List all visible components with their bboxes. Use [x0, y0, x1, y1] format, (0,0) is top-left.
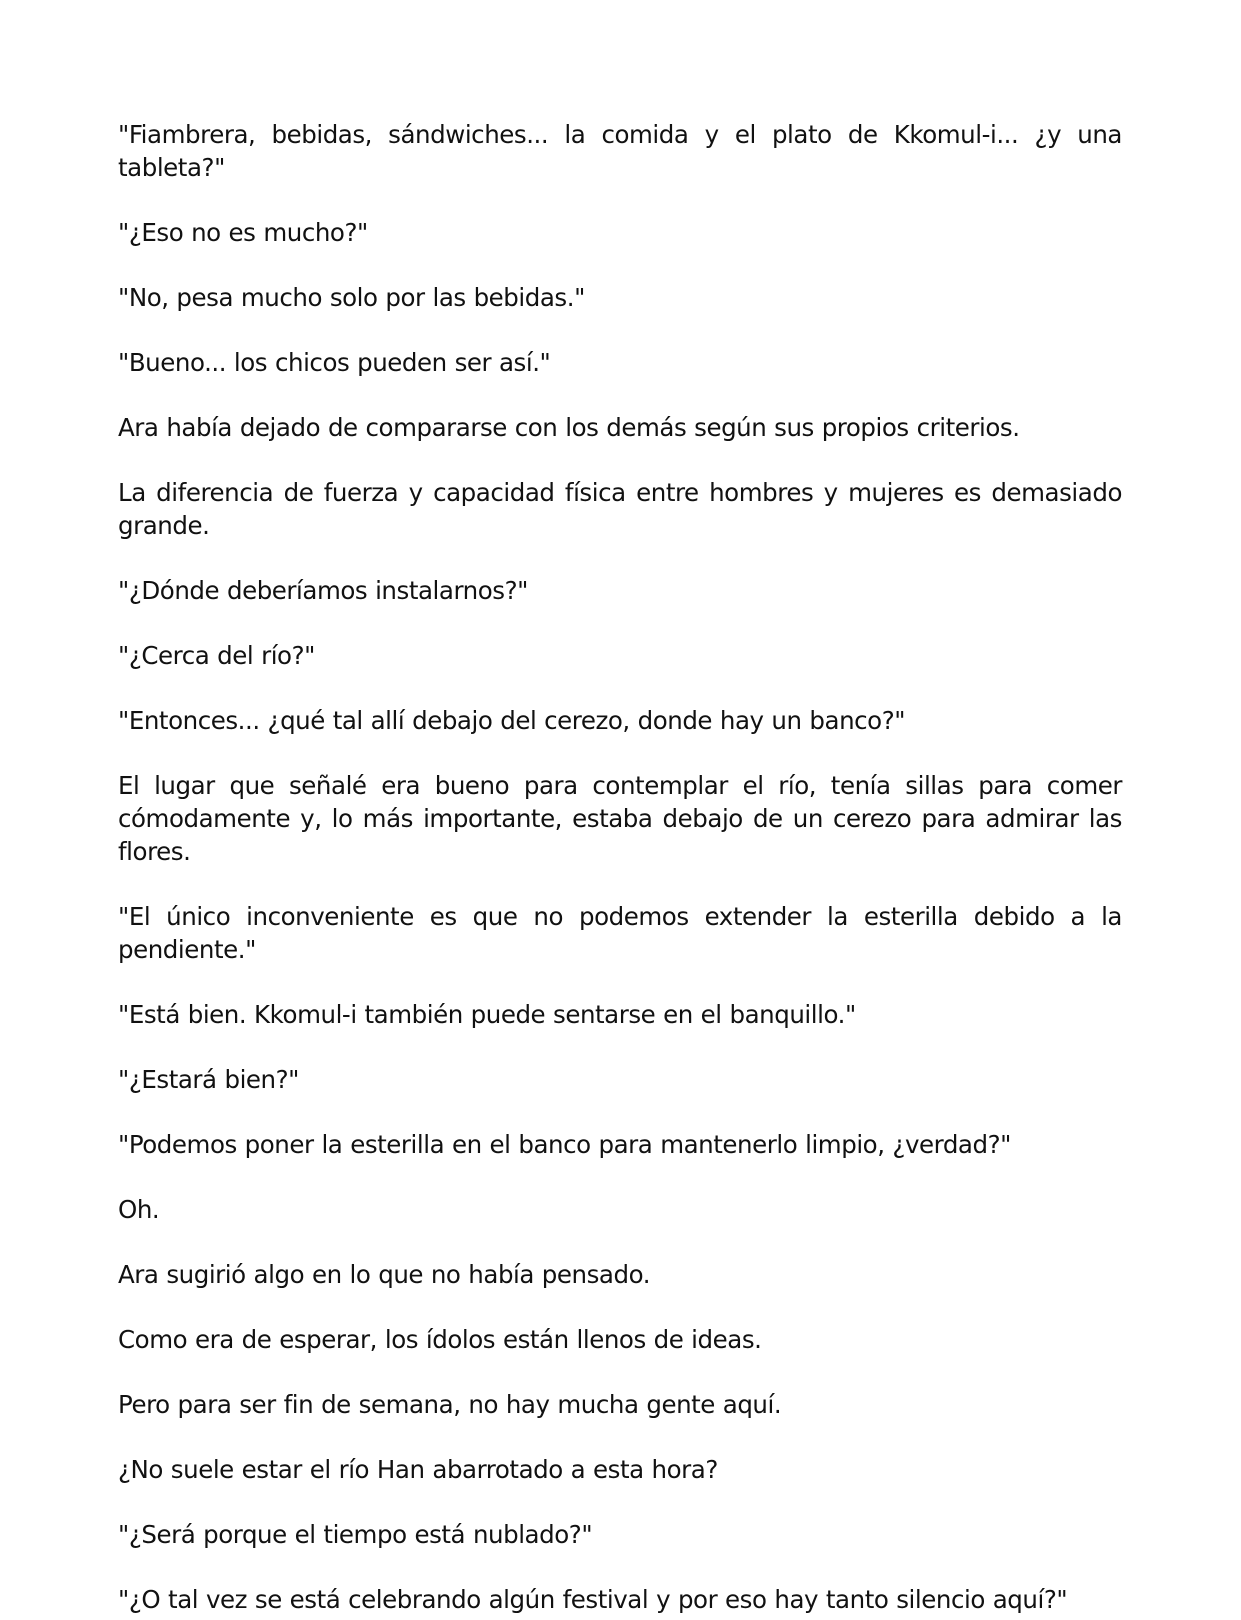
paragraph-18: Pero para ser fin de semana, no hay mucha gente aquí. [118, 1390, 782, 1419]
document-body [118, 118, 1122, 1616]
paragraph-10: El lugar que señalé era bueno para contemplar el río, tenía sillas para comer cómodamente y, lo más importante, estaba debajo de un cerezo para admirar las flores. [118, 771, 1122, 866]
paragraph-5: Ara había dejado de compararse con los demás según sus propios criterios. [118, 413, 1020, 442]
paragraph-14: "Podemos poner la esterilla en el banco para mantenerlo limpio, ¿verdad?" [118, 1130, 1011, 1159]
paragraph-1: "Fiambrera, bebidas, sándwiches... la comida y el plato de Kkomul-i... ¿y una tableta?" [118, 120, 1122, 182]
paragraph-2: "¿Eso no es mucho?" [118, 218, 368, 247]
paragraph-3: "No, pesa mucho solo por las bebidas." [118, 283, 585, 312]
paragraph-15: Oh. [118, 1195, 160, 1224]
paragraph-8: "¿Cerca del río?" [118, 641, 315, 670]
paragraph-6: La diferencia de fuerza y capacidad física entre hombres y mujeres es demasiado grande. [118, 478, 1122, 540]
paragraph-9: "Entonces... ¿qué tal allí debajo del cerezo, donde hay un banco?" [118, 706, 906, 735]
paragraph-11: "El único inconveniente es que no podemos extender la esterilla debido a la pendiente." [118, 902, 1122, 964]
paragraph-12: "Está bien. Kkomul-i también puede sentarse en el banquillo." [118, 1000, 856, 1029]
paragraph-4: "Bueno... los chicos pueden ser así." [118, 348, 551, 377]
paragraph-13: "¿Estará bien?" [118, 1065, 299, 1094]
paragraph-16: Ara sugirió algo en lo que no había pensado. [118, 1260, 651, 1289]
paragraph-21: "¿O tal vez se está celebrando algún festival y por eso hay tanto silencio aquí?" [118, 1585, 1068, 1614]
paragraph-17: Como era de esperar, los ídolos están llenos de ideas. [118, 1325, 762, 1354]
paragraph-19: ¿No suele estar el río Han abarrotado a esta hora? [118, 1455, 718, 1484]
paragraph-7: "¿Dónde deberíamos instalarnos?" [118, 576, 528, 605]
paragraph-20: "¿Será porque el tiempo está nublado?" [118, 1520, 593, 1549]
